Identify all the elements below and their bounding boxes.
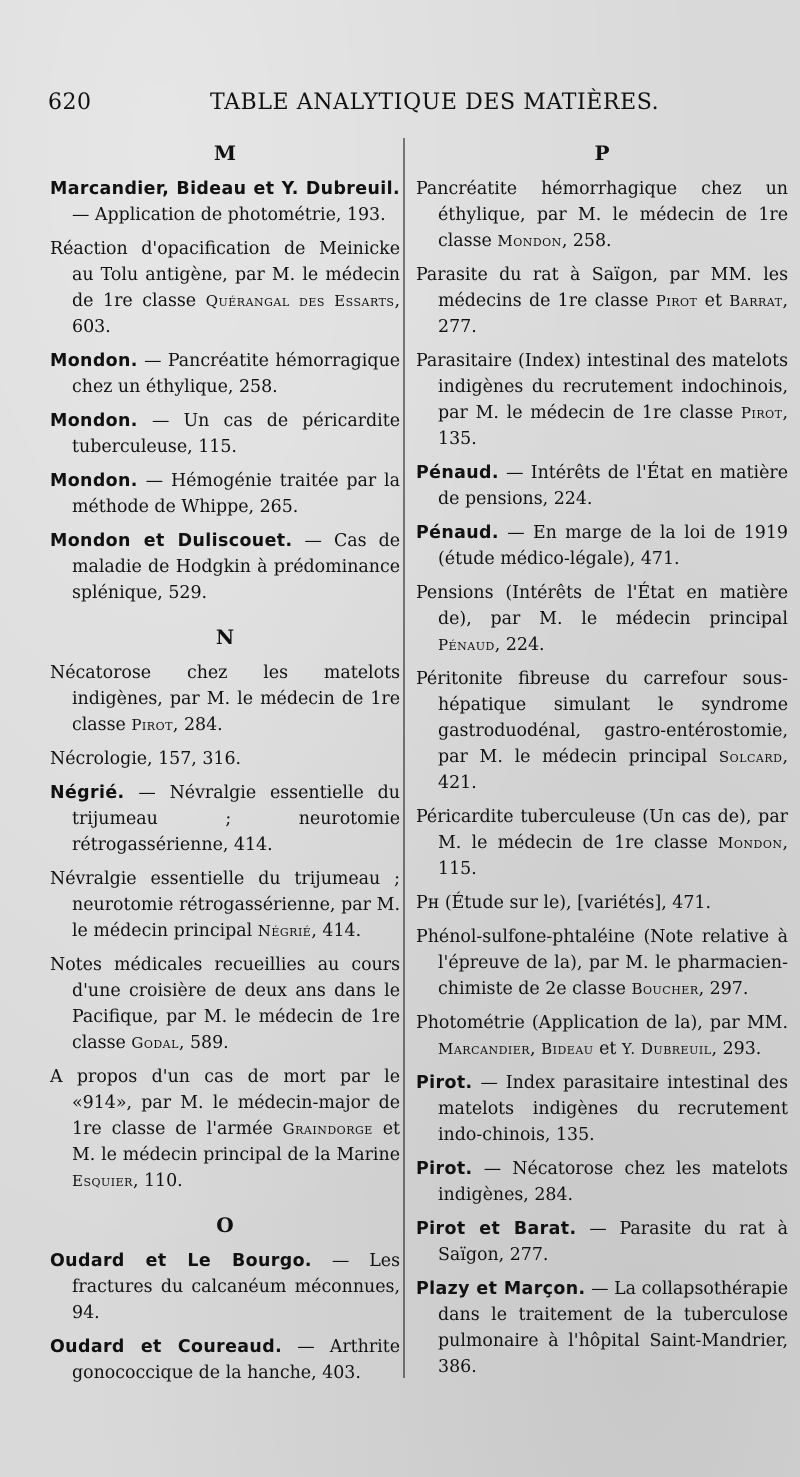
index-entry [50,746,400,772]
entry-author: Oudard et Le Bourgo. [50,1251,312,1271]
entry-text: — Parasite du rat à Saïgon, 277. [438,1219,789,1265]
entry-text: , 293. [711,1039,762,1059]
entry-name: Pirot [740,404,783,422]
entry-text: , 414. [311,921,362,941]
entry-text: , 110. [132,1171,183,1191]
entry-name: Solcard [718,748,783,766]
entry-name: Y. Dubreuil [621,1040,712,1058]
entry-author: Mondon. [50,411,138,431]
entry-text: A propos d'un cas de mort par le «914», par M. le médecin-major de 1re classe de l'armée [50,1067,400,1139]
index-entry [416,666,788,796]
entry-name: Mondon [718,834,783,852]
entry-text: , 297. [698,979,749,999]
entry-name: Graindorge [282,1120,373,1138]
entry-author: Pirot. [416,1159,473,1179]
entry-text: — Névralgie essentielle du trijumeau ; neurotomie rétrogassérienne, 414. [72,783,400,855]
entry-text: — Arthrite gonococcique de la hanche, 403. [72,1337,400,1383]
entry-author: Plazy et Marçon. [416,1279,586,1299]
entry-text: Pн (Étude sur le), [variétés], 471. [416,893,712,913]
index-entry [416,520,788,572]
entry-name: Négrié [257,922,312,940]
left-column [50,140,400,1394]
column-divider [403,138,405,1378]
entry-author: Mondon. [50,471,138,491]
entry-name: Pirot [655,292,698,310]
entry-text: — Les fractures du calcanéum méconnues, 94. [72,1251,401,1323]
index-entry [416,1276,788,1380]
entry-name: Marcandier [438,1040,531,1058]
index-entry [50,528,400,606]
entry-text: Réaction d'opacification de Meinicke au Tolu antigène, par M. le médecin de 1re classe [50,239,400,311]
index-entry [416,1216,788,1268]
section-letter: O [216,1213,234,1237]
entry-text: , 284. [172,715,223,735]
index-entry [416,890,788,916]
entry-text: et M. le médecin principal de la Marine [72,1119,400,1165]
entry-author: Pénaud. [416,463,499,483]
running-title: TABLE ANALYTIQUE DES MATIÈRES. [210,90,660,115]
index-entry [416,1070,788,1148]
entry-text: — La collapsothérapie dans le traitement de la tuberculose pulmonaire à l'hôpital Saint-Mandrier, 386. [438,1279,788,1377]
entry-text: — Application de photométrie, 193. [72,205,386,225]
entry-author: Pirot et Barat. [416,1219,577,1239]
index-entry [50,348,400,400]
entry-name: Mondon [497,232,562,250]
index-entry [50,408,400,460]
index-entry [50,1064,400,1194]
entry-author: Pénaud. [416,523,499,543]
section-letter: P [594,141,610,165]
entry-text: Pensions (Intérêts de l'État en matière de), par M. le médecin principal [416,583,788,629]
entry-text: et [593,1039,622,1059]
index-entry [50,1248,400,1326]
entry-text: Péritonite fibreuse du carrefour sous-hépatique simulant le syndrome gastroduodénal, gastro-entérostomie, par M. le médecin principal [416,669,788,767]
entry-name: Pénaud [438,636,495,654]
entry-text: — Pancréatite hémorragique chez un éthylique, 258. [72,351,400,397]
entry-text: — Cas de maladie de Hodgkin à prédominance splénique, 529. [72,531,401,603]
entry-text: , 135. [438,403,788,449]
entry-text: Photométrie (Application de la), par MM. [416,1013,788,1033]
entry-text: , 258. [561,231,612,251]
entry-text: , 224. [494,635,545,655]
index-entry [416,262,788,340]
entry-author: Mondon et Duliscouet. [50,531,293,551]
entry-text: Nécatorose chez les matelots indigènes, par M. le médecin de 1re classe [50,663,400,735]
entry-name: Esquier [72,1172,133,1190]
entry-author: Négrié. [50,783,125,803]
index-entry [416,1156,788,1208]
index-entry [416,176,788,254]
index-entry [50,780,400,858]
index-entry [416,804,788,882]
entry-text: — Intérêts de l'État en matière de pensions, 224. [438,463,788,509]
entry-text: — Un cas de péricardite tuberculeuse, 115. [72,411,400,457]
entry-text: , 589. [178,1033,229,1053]
entry-text: Pancréatite hémorrhagique chez un éthylique, par M. le médecin de 1re classe [416,179,788,251]
index-entry [416,1010,788,1062]
index-entry [50,952,400,1056]
entry-text: et [697,291,730,311]
entry-text: Névralgie essentielle du trijumeau ; neurotomie rétrogassérienne, par M. le médecin principal [50,869,400,941]
index-entry [50,236,400,340]
index-entry [50,866,400,944]
entry-text: Phénol-sulfone-phtaléine (Note relative à l'épreuve de la), par M. le pharmacien-chimiste de 2e classe [416,927,788,999]
entry-text: Péricardite tuberculeuse (Un cas de), par M. le médecin de 1re classe [416,807,788,853]
index-entry [50,1334,400,1386]
entry-text: — Index parasitaire intestinal des matelots indigènes du recrutement indo-chinois, 135. [438,1073,788,1145]
entry-text: — Nécatorose chez les matelots indigènes, 284. [438,1159,788,1205]
index-entry [50,660,400,738]
section-letter: N [215,625,235,649]
entry-text: Parasite du rat à Saïgon, par MM. les médecins de 1re classe [416,265,788,311]
entry-author: Marcandier, Bideau et Y. Dubreuil. [50,179,400,199]
entry-text: Notes médicales recueillies au cours d'une croisière de deux ans dans le Pacifique, par M. le médecin de 1re classe [50,955,400,1053]
entry-text: , 603. [72,291,400,337]
index-entry [416,348,788,452]
entry-text: — En marge de la loi de 1919 (étude médico-légale), 471. [438,523,788,569]
entry-name: Bideau [541,1040,594,1058]
entry-name: Barrat [729,292,783,310]
entry-author: Mondon. [50,351,138,371]
entry-name: Quérangal des Essarts [205,292,395,310]
entry-text: , [530,1039,542,1059]
right-column [416,140,788,1388]
index-entry [50,468,400,520]
entry-text: Parasitaire (Index) intestinal des matelots indigènes du recrutement indochinois, par M. le médecin de 1re classe [416,351,788,423]
page-header [40,90,790,120]
entry-text: , 115. [438,833,788,879]
entry-text: , 277. [438,291,788,337]
entry-name: Pirot [131,716,173,734]
entry-author: Pirot. [416,1073,473,1093]
index-entry [50,176,400,228]
entry-name: Boucher [631,980,699,998]
entry-text: Nécrologie, 157, 316. [50,749,242,769]
page-number: 620 [48,90,92,115]
entry-text: — Hémogénie traitée par la méthode de Whippe, 265. [72,471,400,517]
index-entry [416,580,788,658]
entry-name: Godal [131,1034,179,1052]
index-entry [416,460,788,512]
section-letter: M [213,141,237,165]
entry-text: , 421. [438,747,788,793]
index-entry [416,924,788,1002]
entry-author: Oudard et Coureaud. [50,1337,283,1357]
